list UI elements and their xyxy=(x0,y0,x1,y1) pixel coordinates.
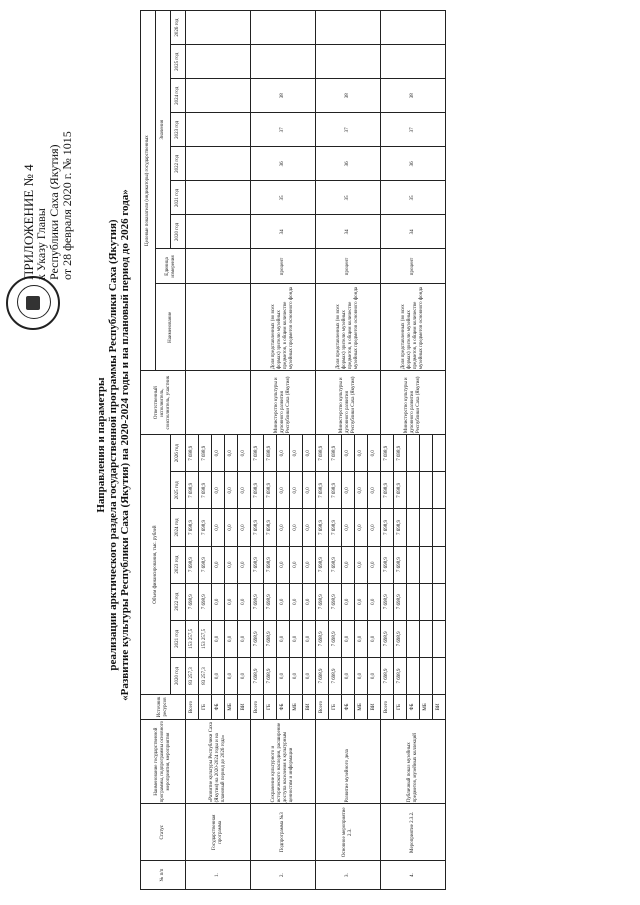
finance-value: 0,0 xyxy=(290,546,303,583)
source-cell: Всего xyxy=(381,695,394,720)
finance-value: 7 698,9 xyxy=(264,472,277,509)
finance-value: 153 257,5 xyxy=(199,620,212,657)
column-header: Целевые показатели (индикаторы) государственных xyxy=(141,11,156,371)
column-header: Объем финансирования, тыс. рублей xyxy=(141,435,171,695)
indicator-value xyxy=(186,215,251,249)
source-cell: ФБ xyxy=(342,695,355,720)
finance-value: 7 698,9 xyxy=(316,546,329,583)
row-name: Сохранение культурного и исторического наследия, расширение доступа населения к культурным ценностям и информации xyxy=(251,719,316,804)
finance-value: 7 698,9 xyxy=(394,620,407,657)
finance-value: 0,0 xyxy=(355,435,368,472)
indicator-value xyxy=(316,45,381,79)
indicator-value xyxy=(186,11,251,45)
finance-value: 7 698,9 xyxy=(186,435,199,472)
finance-value: 0,0 xyxy=(212,620,225,657)
finance-value: 7 698,9 xyxy=(264,509,277,546)
finance-value: 0,0 xyxy=(212,657,225,694)
finance-value: 0,0 xyxy=(277,620,290,657)
finance-value: 7 698,9 xyxy=(316,509,329,546)
finance-value xyxy=(407,435,420,472)
finance-value: 7 698,9 xyxy=(199,583,212,620)
finance-value: 0,0 xyxy=(212,472,225,509)
finance-value: 7 698,9 xyxy=(251,657,264,694)
finance-value: 0,0 xyxy=(277,509,290,546)
indicator-value: 34 xyxy=(251,215,316,249)
finance-value xyxy=(433,583,446,620)
finance-value: 7 698,9 xyxy=(329,509,342,546)
indicator-value: 36 xyxy=(251,147,316,181)
row-num: 4. xyxy=(381,861,446,890)
source-cell: ФБ xyxy=(407,695,420,720)
finance-value: 0,0 xyxy=(368,509,381,546)
row-executor: Министерство культуры и духовного развития Республики Саха (Якутия) xyxy=(381,371,446,435)
finance-value: 0,0 xyxy=(303,546,316,583)
row-indicator-name: Доля представленных (во всех формах) зрителю музейных предметов, в общем количестве музейных предметов основного фонда xyxy=(316,284,381,371)
finance-value: 0,0 xyxy=(342,472,355,509)
finance-value xyxy=(420,657,433,694)
column-header: Статус xyxy=(141,804,186,861)
finance-value: 7 698,9 xyxy=(264,546,277,583)
row-status: Основное мероприятие 2.3. xyxy=(316,804,381,861)
finance-value: 0,0 xyxy=(225,657,238,694)
finance-value: 7 698,9 xyxy=(329,472,342,509)
row-name: Развитие музейного дела xyxy=(316,719,381,804)
finance-value: 7 698,9 xyxy=(316,472,329,509)
indicator-year-header: 2023 год xyxy=(171,113,186,147)
finance-value: 7 698,9 xyxy=(394,546,407,583)
table-row xyxy=(381,11,394,890)
source-cell: Всего xyxy=(251,695,264,720)
finance-value: 0,0 xyxy=(355,583,368,620)
finance-value xyxy=(407,472,420,509)
finance-value xyxy=(420,472,433,509)
row-unit: процент xyxy=(381,249,446,284)
finance-value: 0,0 xyxy=(355,657,368,694)
row-unit: процент xyxy=(251,249,316,284)
source-cell: ГБ xyxy=(264,695,277,720)
finance-value: 0,0 xyxy=(342,435,355,472)
indicator-value: 36 xyxy=(316,147,381,181)
indicator-value: 37 xyxy=(251,113,316,147)
finance-value: 7 698,9 xyxy=(199,509,212,546)
finance-value: 7 698,9 xyxy=(264,583,277,620)
finance-value: 0,0 xyxy=(355,472,368,509)
source-cell: Всего xyxy=(186,695,199,720)
finance-year-header: 2022 год xyxy=(171,583,186,620)
finance-value xyxy=(407,657,420,694)
indicator-value: 35 xyxy=(381,181,446,215)
finance-value: 0,0 xyxy=(212,546,225,583)
finance-value: 0,0 xyxy=(303,620,316,657)
row-status: Подпрограмма №3 xyxy=(251,804,316,861)
finance-value: 0,0 xyxy=(368,472,381,509)
indicator-value: 38 xyxy=(381,79,446,113)
table-row xyxy=(251,11,264,890)
indicator-year-header: 2026 год xyxy=(171,11,186,45)
finance-value: 7 698,9 xyxy=(381,657,394,694)
finance-value: 0,0 xyxy=(368,546,381,583)
indicator-value xyxy=(251,45,316,79)
finance-value: 0,0 xyxy=(225,472,238,509)
finance-value: 7 698,9 xyxy=(251,546,264,583)
finance-value: 7 698,9 xyxy=(381,509,394,546)
row-executor: Министерство культуры и духовного развития Республики Саха (Якутия) xyxy=(316,371,381,435)
finance-value: 0,0 xyxy=(277,435,290,472)
finance-year-header: 2026 год xyxy=(171,435,186,472)
finance-value: 7 698,9 xyxy=(381,435,394,472)
row-unit: процент xyxy=(316,249,381,284)
finance-value: 0,0 xyxy=(225,620,238,657)
finance-value: 0,0 xyxy=(290,583,303,620)
finance-value: 0,0 xyxy=(303,472,316,509)
finance-value: 7 698,9 xyxy=(186,472,199,509)
row-indicator-name xyxy=(186,284,251,371)
column-header: Наименование государственной программы, подпрограммы основного мероприятия, мероприятия xyxy=(141,719,186,804)
finance-value: 7 698,9 xyxy=(316,583,329,620)
finance-value: 0,0 xyxy=(342,583,355,620)
finance-value: 0,0 xyxy=(368,583,381,620)
indicator-year-header: 2020 год xyxy=(171,215,186,249)
finance-value: 7 698,9 xyxy=(199,472,212,509)
indicator-value: 37 xyxy=(381,113,446,147)
source-cell: ГБ xyxy=(199,695,212,720)
indicator-value: 36 xyxy=(381,147,446,181)
finance-value xyxy=(420,435,433,472)
row-indicator-name: Доля представленных (во всех формах) зрителю музейных предметов, в общем количестве музейных предметов основного фонда xyxy=(381,284,446,371)
finance-value: 0,0 xyxy=(277,546,290,583)
finance-value: 0,0 xyxy=(355,546,368,583)
row-unit xyxy=(186,249,251,284)
finance-value: 7 698,9 xyxy=(381,546,394,583)
document-title xyxy=(95,95,131,795)
finance-value: 0,0 xyxy=(290,472,303,509)
source-cell: ВИ xyxy=(368,695,381,720)
indicator-value: 37 xyxy=(316,113,381,147)
finance-value: 7 698,9 xyxy=(251,472,264,509)
row-num: 2. xyxy=(251,861,316,890)
finance-value: 0,0 xyxy=(303,657,316,694)
indicator-value: 34 xyxy=(381,215,446,249)
finance-value: 0,0 xyxy=(225,546,238,583)
title-line-3: «Развитие культуры Республики Саха (Якутия) на 2020-2024 годы и на плановый период до 2026 года» xyxy=(119,189,131,701)
source-cell: МБ xyxy=(225,695,238,720)
table-row xyxy=(186,11,199,890)
official-seal xyxy=(6,276,60,330)
indicator-year-header: 2021 год xyxy=(171,181,186,215)
finance-value: 7 698,9 xyxy=(199,435,212,472)
finance-value: 0,0 xyxy=(238,620,251,657)
finance-value xyxy=(420,546,433,583)
appendix-line-1: к Указу Главы xyxy=(34,208,48,280)
finance-value: 83 257,3 xyxy=(199,657,212,694)
finance-value: 7 698,9 xyxy=(316,657,329,694)
finance-value xyxy=(433,435,446,472)
indicator-value xyxy=(186,45,251,79)
header-row-1 xyxy=(141,11,156,890)
source-cell: Всего xyxy=(316,695,329,720)
finance-value: 7 698,9 xyxy=(394,657,407,694)
finance-value: 7 698,9 xyxy=(251,435,264,472)
title-line-1: Направления и параметры xyxy=(95,377,107,513)
finance-value xyxy=(407,583,420,620)
finance-value: 0,0 xyxy=(238,583,251,620)
finance-value xyxy=(433,657,446,694)
indicator-year-header: 2022 год xyxy=(171,147,186,181)
finance-value: 0,0 xyxy=(342,657,355,694)
finance-value: 0,0 xyxy=(290,620,303,657)
finance-value: 7 698,9 xyxy=(186,546,199,583)
indicator-year-header: 2024 год xyxy=(171,79,186,113)
finance-value xyxy=(407,546,420,583)
source-cell: МБ xyxy=(355,695,368,720)
finance-value xyxy=(420,583,433,620)
source-cell: ГБ xyxy=(394,695,407,720)
source-cell: ВИ xyxy=(303,695,316,720)
column-header: Ответственный исполнитель, соисполнитель, участник xyxy=(141,371,186,435)
column-header: Наименование xyxy=(156,284,186,371)
finance-value: 7 698,9 xyxy=(199,546,212,583)
indicator-value: 35 xyxy=(316,181,381,215)
indicator-value: 35 xyxy=(251,181,316,215)
table-row xyxy=(316,11,329,890)
finance-value: 0,0 xyxy=(342,546,355,583)
finance-year-header: 2023 год xyxy=(171,546,186,583)
indicator-value xyxy=(381,11,446,45)
finance-value: 153 257,5 xyxy=(186,620,199,657)
finance-value xyxy=(420,620,433,657)
finance-value xyxy=(420,509,433,546)
finance-value: 7 698,9 xyxy=(381,583,394,620)
finance-value: 7 698,9 xyxy=(186,509,199,546)
finance-value: 0,0 xyxy=(225,435,238,472)
finance-value xyxy=(433,509,446,546)
finance-value: 7 698,9 xyxy=(186,583,199,620)
finance-value: 7 698,9 xyxy=(394,435,407,472)
appendix-header xyxy=(22,10,74,280)
finance-value: 0,0 xyxy=(277,657,290,694)
indicator-value xyxy=(186,79,251,113)
indicator-value xyxy=(316,11,381,45)
finance-value xyxy=(433,546,446,583)
indicator-value xyxy=(186,113,251,147)
finance-value: 0,0 xyxy=(368,657,381,694)
finance-value: 0,0 xyxy=(342,509,355,546)
indicator-year-header: 2025 год xyxy=(171,45,186,79)
finance-value: 0,0 xyxy=(290,435,303,472)
finance-value: 0,0 xyxy=(225,583,238,620)
source-cell: ВИ xyxy=(433,695,446,720)
finance-value: 0,0 xyxy=(238,472,251,509)
row-name: Публичный показ музейных предметов, музейных коллекций xyxy=(381,719,446,804)
finance-value: 7 698,9 xyxy=(251,583,264,620)
finance-value: 0,0 xyxy=(368,435,381,472)
row-name: «Развитие культуры Республики Саха (Якутия) на 2020-2024 годы и на плановый период до 2026 года» xyxy=(186,719,251,804)
source-cell: МБ xyxy=(290,695,303,720)
finance-value: 7 698,9 xyxy=(394,509,407,546)
indicator-value: 38 xyxy=(316,79,381,113)
finance-value: 0,0 xyxy=(303,435,316,472)
source-cell: ВИ xyxy=(238,695,251,720)
finance-year-header: 2021 год xyxy=(171,620,186,657)
finance-value: 7 698,9 xyxy=(381,472,394,509)
finance-value: 7 698,9 xyxy=(264,620,277,657)
appendix-line-3: от 28 февраля 2020 г. № 1015 xyxy=(60,131,74,280)
source-cell: ФБ xyxy=(212,695,225,720)
indicator-value xyxy=(251,11,316,45)
row-status: Мероприятие 2.3.2. xyxy=(381,804,446,861)
row-num: 1. xyxy=(186,861,251,890)
finance-value: 0,0 xyxy=(303,509,316,546)
finance-value: 0,0 xyxy=(303,583,316,620)
indicator-value xyxy=(186,147,251,181)
finance-value: 0,0 xyxy=(368,620,381,657)
indicator-value: 34 xyxy=(316,215,381,249)
finance-value: 7 698,9 xyxy=(329,620,342,657)
appendix-line-2: Республики Саха (Якутия) xyxy=(47,144,61,280)
finance-value: 7 698,9 xyxy=(264,657,277,694)
finance-value: 7 698,9 xyxy=(316,620,329,657)
finance-value: 0,0 xyxy=(238,546,251,583)
finance-year-header: 2020 год xyxy=(171,657,186,694)
source-cell: ГБ xyxy=(329,695,342,720)
column-header: Значения xyxy=(156,11,171,249)
row-executor: Министерство культуры и духовного развития Республики Саха (Якутия) xyxy=(251,371,316,435)
indicator-value: 38 xyxy=(251,79,316,113)
finance-value xyxy=(433,472,446,509)
row-status: Государственная программа xyxy=(186,804,251,861)
column-header: Источник ресурсов xyxy=(141,695,186,720)
finance-value: 7 698,9 xyxy=(329,657,342,694)
finance-value: 7 698,9 xyxy=(251,620,264,657)
finance-value xyxy=(407,509,420,546)
finance-value: 83 257,3 xyxy=(186,657,199,694)
finance-value: 0,0 xyxy=(212,435,225,472)
finance-value: 0,0 xyxy=(277,583,290,620)
finance-value: 0,0 xyxy=(277,472,290,509)
row-indicator-name: Доля представленных (во всех формах) зрителю музейных предметов, в общем количестве музейных предметов основного фонда xyxy=(251,284,316,371)
finance-value: 7 698,9 xyxy=(381,620,394,657)
parameters-table xyxy=(140,10,446,890)
finance-value: 0,0 xyxy=(355,620,368,657)
row-num: 3. xyxy=(316,861,381,890)
finance-value: 0,0 xyxy=(342,620,355,657)
finance-value: 0,0 xyxy=(225,509,238,546)
finance-value xyxy=(433,620,446,657)
indicator-value xyxy=(381,45,446,79)
column-header: № п/п xyxy=(141,861,186,890)
finance-value: 0,0 xyxy=(212,509,225,546)
column-header: Единица измерения xyxy=(156,249,186,284)
finance-value: 0,0 xyxy=(290,509,303,546)
finance-value: 7 698,9 xyxy=(329,583,342,620)
title-line-2: реализации арктического раздела государственной программы Республики Саха (Якутия) xyxy=(107,219,119,671)
appendix-number: ПРИЛОЖЕНИЕ № 4 xyxy=(21,164,36,280)
finance-value: 7 698,9 xyxy=(329,435,342,472)
finance-value: 0,0 xyxy=(238,509,251,546)
finance-value: 0,0 xyxy=(238,657,251,694)
finance-value: 7 698,9 xyxy=(329,546,342,583)
row-executor xyxy=(186,371,251,435)
finance-value: 0,0 xyxy=(212,583,225,620)
finance-value: 7 698,9 xyxy=(394,472,407,509)
indicator-value xyxy=(186,181,251,215)
finance-year-header: 2024 год xyxy=(171,509,186,546)
finance-value: 0,0 xyxy=(290,657,303,694)
finance-value: 7 698,9 xyxy=(316,435,329,472)
finance-value: 7 698,9 xyxy=(394,583,407,620)
finance-value: 0,0 xyxy=(238,435,251,472)
finance-value xyxy=(407,620,420,657)
source-cell: МБ xyxy=(420,695,433,720)
source-cell: ФБ xyxy=(277,695,290,720)
finance-value: 0,0 xyxy=(355,509,368,546)
finance-value: 7 698,9 xyxy=(251,509,264,546)
finance-year-header: 2025 год xyxy=(171,472,186,509)
finance-value: 7 698,9 xyxy=(264,435,277,472)
